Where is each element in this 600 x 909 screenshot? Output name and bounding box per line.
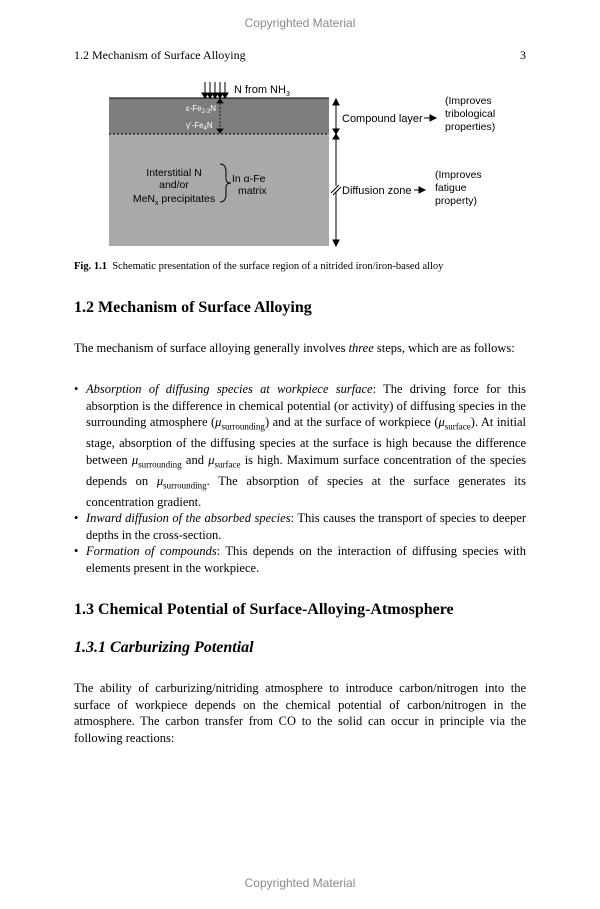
page-number: 3 xyxy=(520,48,526,62)
mechanism-steps-list xyxy=(74,381,526,576)
nitrogen-arrows xyxy=(202,82,228,98)
diffusion-zone-label: Diffusion zone xyxy=(342,185,412,197)
alpha-fe-matrix-label: In α-Fe xyxy=(232,173,266,185)
compound-note-line-1: (Improves xyxy=(445,95,492,107)
compound-note-line-3: properties) xyxy=(445,121,496,133)
nitrided-surface-schematic xyxy=(74,78,526,253)
interstitial-n-label: Interstitial N xyxy=(146,167,202,179)
section-heading-1-2: 1.2 Mechanism of Surface Alloying xyxy=(74,299,312,316)
section-heading-1-3: 1.3 Chemical Potential of Surface-Alloying-Atmosphere xyxy=(74,601,454,618)
list-item: • Formation of compounds: This depends on the interaction of diffusing species with elements present in the workpiece. xyxy=(74,544,527,575)
list-item: • Absorption of diffusing species at workpiece surface: The driving force for this absorption is the difference in chemical potential (or activity) of diffusing species in the surrounding atmosphere $(\mu_{surrounding})$ and at the surface of workpiece $(\mu_{surface})$. At initial stage, absorption of the diffusing species at the surface is high because the difference between $\mu_{surrounding}$ and $\mu_{surface}$ is high. Maximum surface concentration of the species depends on $\mu_{surrounding}$. The absorption of species at the surface generates its concentration gradient. xyxy=(74,382,526,509)
matrix-label: matrix xyxy=(238,185,267,197)
compound-note-arrow xyxy=(424,115,436,121)
running-head-section: 1.2 Mechanism of Surface Alloying xyxy=(74,48,246,62)
list-item: • Inward diffusion of the absorbed species: This causes the transport of species to deeper depths in the cross-section. xyxy=(74,511,526,542)
gamma-prime-phase-label: $\gamma'-Fe_4N$ xyxy=(186,121,213,132)
n-source-label: N from $NH_3$ xyxy=(234,84,290,98)
watermark-bottom: Copyrighted Material xyxy=(244,876,356,890)
watermark-top: Copyrighted Material xyxy=(244,16,356,30)
epsilon-phase-label: $\varepsilon-Fe_{2-3}N$ xyxy=(186,104,217,115)
diffusion-zone-band xyxy=(109,134,329,246)
and-or-label: and/or xyxy=(159,179,189,191)
compound-note-line-2: tribological xyxy=(445,108,496,120)
subsection-heading-1-3-1: 1.3.1 Carburizing Potential xyxy=(74,639,254,656)
depth-dimension-line xyxy=(331,99,341,246)
diffusion-note-arrow xyxy=(414,187,425,193)
figure-caption-label: Fig. 1.1 xyxy=(74,261,107,272)
diffusion-note-line-1: (Improves xyxy=(435,169,482,181)
carburizing-paragraph: The ability of carburizing/nitriding atmosphere to introduce carbon/nitrogen into the surface of workpiece depends on the chemical potential of carbon/nitrogen in the atmosphere. The carbon transfer from CO to the solid can occur in principle via the following reactions: xyxy=(74,681,526,745)
diffusion-note-line-2: fatigue xyxy=(435,182,467,194)
intro-paragraph: The mechanism of surface alloying generally involves three steps, which are as follows: xyxy=(74,341,515,355)
diffusion-note-line-3: property) xyxy=(435,195,478,207)
compound-layer-label: Compound layer xyxy=(342,113,423,125)
men-precipitates-label: MeN$_x$ precipitates xyxy=(132,193,216,207)
figure-caption xyxy=(74,261,526,272)
figure-caption-text: Schematic presentation of the surface region of a nitrided iron/iron-based alloy xyxy=(112,261,444,272)
